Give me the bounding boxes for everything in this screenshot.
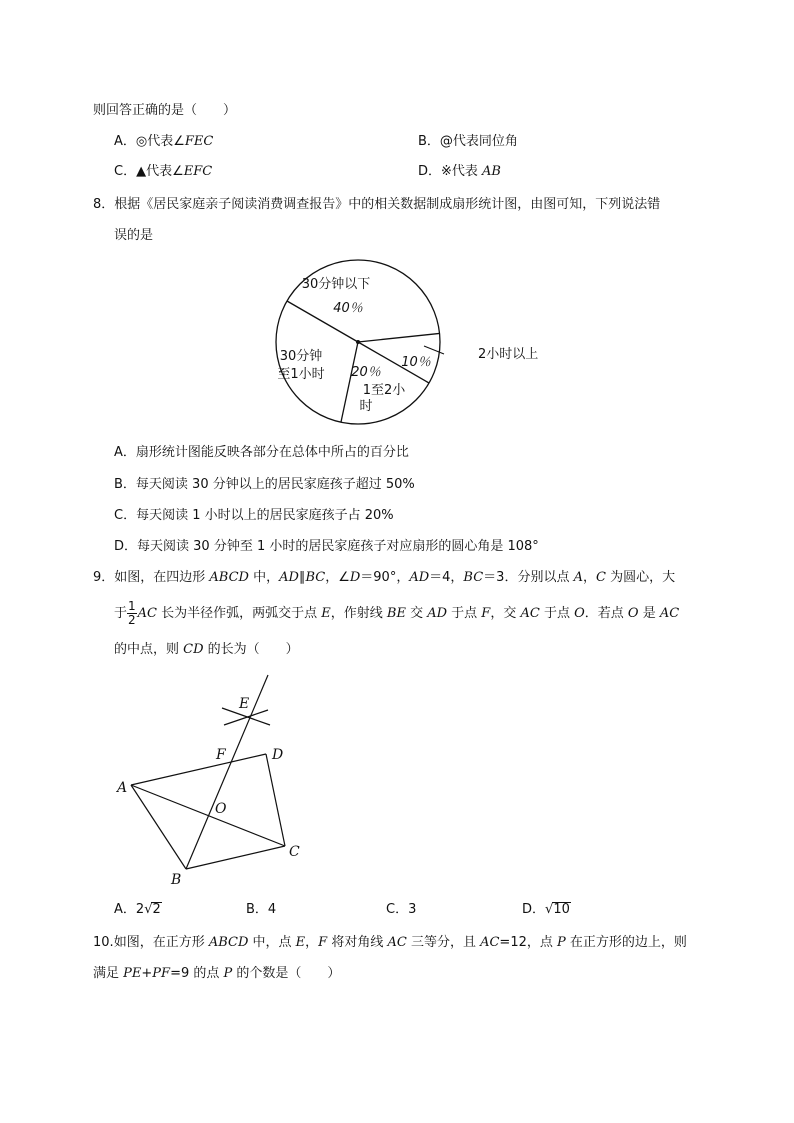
option-label: C． [386,902,409,917]
text: ＝3．分别以点 [483,570,574,585]
option-label: C． [114,164,137,179]
text: ∥ [298,570,306,585]
pie-slice-label: 30分钟 [279,349,323,364]
math: C [595,570,606,585]
text: 的个数是（ ） [232,966,341,981]
pie-group [276,260,538,424]
text: =12，点 [499,935,557,950]
text: 长为半径作弧，两弧交于点 [157,606,322,621]
option-math: AB [482,164,501,179]
option-label: A． [114,902,136,917]
pie-center [356,340,360,344]
q9-line3 [114,641,299,659]
option-text: ※代表 [441,164,483,179]
math: P [223,966,233,981]
q7-tail-text: 则回答正确的是（ ） [93,103,237,118]
option-math: EFC [183,164,213,179]
math: AC [480,935,500,950]
text: ＝4， [429,570,464,585]
option-label: C． [114,508,137,523]
option-text: 每天阅读 30 分钟至 1 小时的居民家庭孩子对应扇形的圆心角是 108° [137,539,539,554]
text: 交 [405,606,428,621]
text: 满足 [93,966,124,981]
q7-option-b [418,133,518,151]
segment-cb [186,846,285,869]
pie-chart [260,262,539,422]
option-label: D． [522,902,546,917]
math: ABCD [209,570,249,585]
option-math: FEC [184,134,214,149]
pie-slice-boundary [358,333,440,342]
text: 中， [248,570,280,585]
math: F [481,606,491,621]
question-number: 9． [93,570,115,585]
text: =9 的点 [170,966,224,981]
option-label: B． [418,134,440,149]
sqrt-sign: √ [144,902,153,917]
pie-slice-value: 20％ [351,365,381,380]
q7-option-d [418,163,501,181]
segment-ba [131,785,186,869]
text: 三等分，且 [406,935,481,950]
text: 将对角线 [327,935,388,950]
fraction-numerator: 1 [128,599,136,613]
text: ， [305,935,319,950]
segment-dc [266,754,285,846]
text: + [141,966,153,981]
label-c: C [289,844,300,860]
segment-ad [131,754,266,785]
option-label: B． [246,902,268,917]
pie-slice-value: 10％ [401,355,431,370]
pie-slice-label: 至1小时 [277,367,325,382]
pie-leader-line [424,346,444,354]
q9-option-d [522,901,571,919]
option-text: 每天阅读 30 分钟以上的居民家庭孩子超过 50% [135,477,415,492]
math: AC [137,606,157,621]
math: AC [659,606,680,621]
math: BC [305,570,326,585]
q8-option-c [114,507,394,525]
math: AD [427,606,448,621]
label-b: B [171,872,182,888]
math: P [557,935,566,950]
label-a: A [117,780,128,796]
text: ，∠ [325,570,350,585]
sqrt-radicand: 10 [553,902,570,917]
q8-option-d [114,538,539,556]
quadrilateral-figure [110,670,310,890]
ray-be [186,675,268,869]
math: PF [152,966,171,981]
math: O [574,606,585,621]
text: 的长为（ ） [203,642,299,657]
math: PE [123,966,142,981]
text: 如图，在四边形 [114,570,210,585]
sqrt-radicand: 2 [152,902,161,917]
option-text: 3 [408,902,417,917]
text: ，作射线 [330,606,387,621]
q8-stem-line1 [93,196,660,214]
arc-mark-2 [224,710,268,725]
q7-option-c [114,163,212,181]
q9-option-a [114,901,162,919]
q8-stem-line2: 误的是 [114,228,154,243]
q9-option-c [386,901,416,919]
math: ABCD [208,935,249,950]
option-text: 4 [267,902,277,917]
text: 于 [114,606,128,621]
q10-line1 [93,934,687,952]
option-text: 扇形统计图能反映各部分在总体中所占的百分比 [135,445,409,460]
math: BC [463,570,484,585]
label-e: E [239,696,250,712]
math: AC [520,606,540,621]
sqrt-sign: √ [545,902,554,917]
text: ，交 [490,606,521,621]
q8-option-b [114,476,415,494]
math: F [318,935,328,950]
option-label: B． [114,477,136,492]
label-d: D [272,747,284,763]
math: D [349,570,361,585]
pie-slice-label: 时 [359,399,373,414]
question-number: 8． [93,197,115,212]
fraction-denominator: 2 [128,613,136,627]
label-f: F [216,747,226,763]
question-stem: 根据《居民家庭亲子阅读消费调查报告》中的相关数据制成扇形统计图，由图可知，下列说法错 [114,197,661,212]
math: BE [386,606,406,621]
q9-option-b [246,901,276,919]
pie-slice-label: 30分钟以下 [301,277,371,292]
q8-option-a [114,444,409,462]
q9-line1 [93,569,675,587]
option-label: D． [114,539,138,554]
math: E [295,935,306,950]
text: ．若点 [584,606,628,621]
option-coefficient: 2 [135,902,145,917]
pie-slice-label: 2小时以上 [478,347,539,362]
option-text: ◎代表∠ [135,134,185,149]
math: CD [183,642,204,657]
option-text: 每天阅读 1 小时以上的居民家庭孩子占 20% [136,508,394,523]
math: AD [409,570,430,585]
q7-option-a [114,133,213,151]
fraction [127,600,137,627]
math: AD [279,570,299,585]
text: ， [582,570,596,585]
text: 的中点，则 [114,642,184,657]
text: 中，点 [248,935,296,950]
q10-line2 [93,965,340,983]
text: 是 [638,606,660,621]
pie-slice-value: 40％ [333,301,363,316]
math: E [321,606,331,621]
math: A [573,570,583,585]
label-o: O [215,801,227,817]
text: 如图，在正方形 [113,935,209,950]
math: O [627,606,639,621]
text: 于点 [539,606,575,621]
text: ＝90°， [360,570,410,585]
question-number: 10. [93,935,114,950]
option-text: @代表同位角 [439,134,518,149]
text: 为圆心，大 [605,570,676,585]
pie-slice-label: 1至2小 [362,383,406,398]
text: 于点 [447,606,482,621]
option-text: ▲代表∠ [136,164,184,179]
pie-slice-boundary [341,342,358,422]
math: AC [387,935,407,950]
q9-line2 [114,600,679,627]
option-label: D． [418,164,442,179]
text: 在正方形的边上，则 [565,935,687,950]
option-label: A． [114,134,136,149]
option-label: A． [114,445,136,460]
